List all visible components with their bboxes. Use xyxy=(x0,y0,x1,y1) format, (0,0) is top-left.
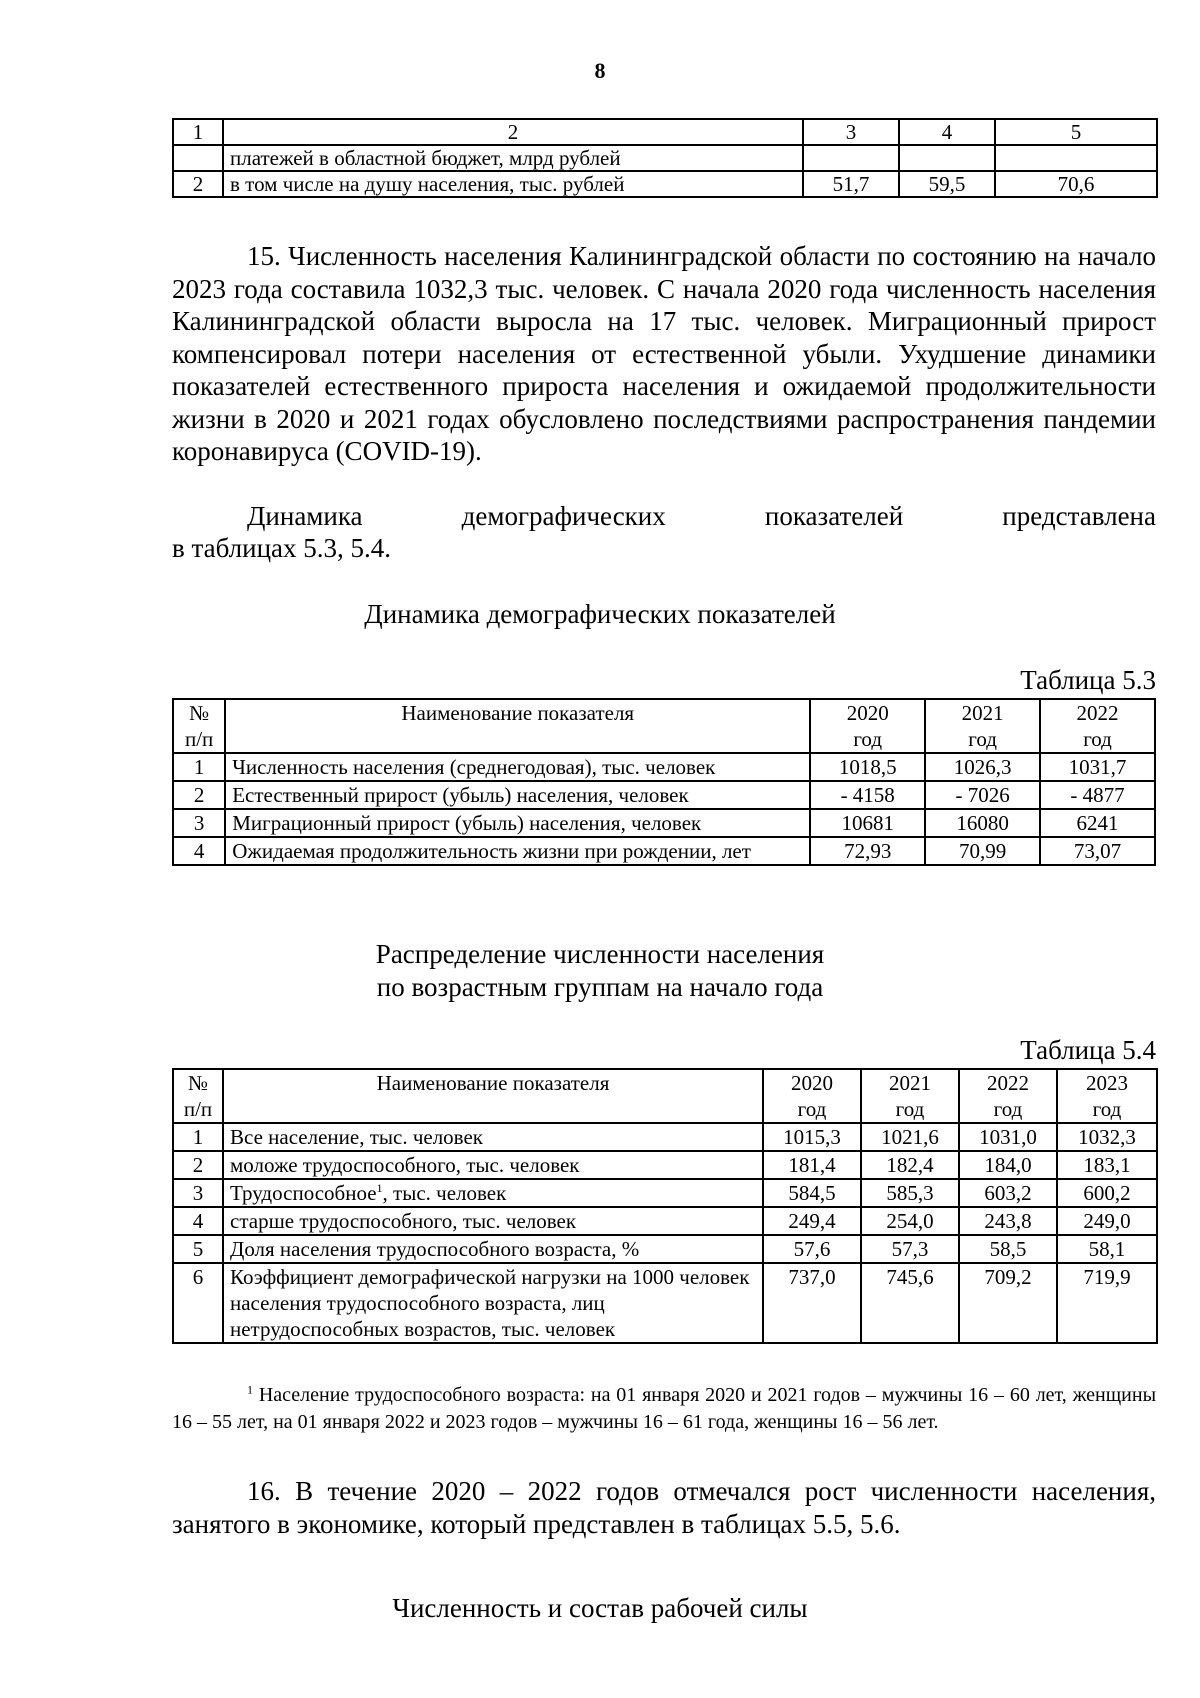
table-cell: 1026,3 xyxy=(925,753,1040,781)
table-cell: 1031,7 xyxy=(1040,753,1155,781)
header-num: № п/п xyxy=(173,1069,223,1123)
table-cell: 6 xyxy=(173,1263,223,1343)
table-cell: 1021,6 xyxy=(861,1123,959,1151)
table-cell: 3 xyxy=(173,809,225,837)
table-cell: 70,6 xyxy=(995,171,1157,197)
table-cell: 182,4 xyxy=(861,1151,959,1179)
table-row xyxy=(173,809,1155,837)
header-year: 2022 год xyxy=(1040,699,1155,753)
table-cell: в том числе на душу населения, тыс. рублей xyxy=(223,171,803,197)
table-header-row xyxy=(173,1069,1157,1123)
table-54-title-line2: по возрастным группам на начало года xyxy=(376,972,824,1002)
table-cell: 5 xyxy=(173,1235,223,1263)
table-cell: 5 xyxy=(995,119,1157,145)
table-cell: 745,6 xyxy=(861,1263,959,1343)
table-cell: 3 xyxy=(173,1179,223,1207)
table-row xyxy=(173,1179,1157,1207)
table-cell: - 4877 xyxy=(1040,781,1155,809)
table-cell: Естественный прирост (убыль) населения, человек xyxy=(225,781,810,809)
paragraph-16: 16. В течение 2020 – 2022 годов отмечался рост численности населения, занятого в экономике, который представлен в таблицах 5.5, 5.6. xyxy=(172,1476,1156,1539)
table-53-title: Динамика демографических показателей xyxy=(364,599,836,629)
header-name: Наименование показателя xyxy=(223,1069,763,1123)
table-cell: 249,0 xyxy=(1057,1207,1157,1235)
table-cell: 2 xyxy=(223,119,803,145)
table-cell: платежей в областной бюджет, млрд рублей xyxy=(223,145,803,171)
table-cell: 72,93 xyxy=(810,837,925,865)
table-cell: 585,3 xyxy=(861,1179,959,1207)
table-cell: 1 xyxy=(173,119,223,145)
table-cell xyxy=(173,145,223,171)
table-cell: 6241 xyxy=(1040,809,1155,837)
table-cell: 603,2 xyxy=(959,1179,1057,1207)
table-row xyxy=(173,171,1157,197)
table-cell: 600,2 xyxy=(1057,1179,1157,1207)
table-cell: 1 xyxy=(173,753,225,781)
paragraph-15b-line1: Динамика демографических показателей представлена xyxy=(247,501,1156,531)
footnote-ref: 1 xyxy=(376,1181,383,1195)
table-cell: Миграционный прирост (убыль) населения, человек xyxy=(225,809,810,837)
table-cell: 584,5 xyxy=(763,1179,861,1207)
header-year: 2021 год xyxy=(861,1069,959,1123)
table-cell: 183,1 xyxy=(1057,1151,1157,1179)
table-row xyxy=(173,1151,1157,1179)
table-cell: Ожидаемая продолжительность жизни при рождении, лет xyxy=(225,837,810,865)
table-5-3 xyxy=(172,698,1156,866)
table-cell: 254,0 xyxy=(861,1207,959,1235)
paragraph-15: 15. Численность населения Калининградской области по состоянию на начало 2023 года составила 1032,3 тыс. человек. С начала 2020 года численность населения Калининградской области выросла на 17 тыс. человек. Миграционный прирост компенсировал потери населения от естественной убыли. Ухудшение динамики показателей естественного прироста населения и ожидаемой продолжительности жизни в 2020 и 2021 годах обусловлено последствиями распространения пандемии коронавируса (COVID-19). xyxy=(172,241,1156,466)
table-cell: 58,1 xyxy=(1057,1235,1157,1263)
table-cell: 3 xyxy=(803,119,899,145)
table-cell: 59,5 xyxy=(899,171,995,197)
table-53-label: Таблица 5.3 xyxy=(1020,665,1156,695)
table-cell: 16080 xyxy=(925,809,1040,837)
header-name: Наименование показателя xyxy=(225,699,810,753)
table-5-4 xyxy=(172,1068,1158,1344)
table-cell xyxy=(995,145,1157,171)
table-header-row xyxy=(173,119,1157,145)
table-cell: 73,07 xyxy=(1040,837,1155,865)
table-row xyxy=(173,1207,1157,1235)
table-cell: 243,8 xyxy=(959,1207,1057,1235)
footnote-mark: 1 xyxy=(247,1382,253,1397)
table-cell: Трудоспособное$^1$, тыс. человек xyxy=(223,1179,763,1207)
footnote: $^1$ Население трудоспособного возраста: на 01 января 2020 и 2021 годов – мужчины 16 – 60 лет, женщины 16 – 55 лет, на 01 января 2022 и 2023 годов – мужчины 16 – 61 года, женщины 16 – 56 лет. xyxy=(172,1382,1157,1433)
table-cell: Коэффициент демографической нагрузки на 1000 человек населения трудоспособного возраста, лиц нетрудоспособных возрастов, тыс. человек xyxy=(223,1263,763,1343)
table-cell xyxy=(803,145,899,171)
table-cell: 2 xyxy=(173,781,225,809)
table-cell: Доля населения трудоспособного возраста, % xyxy=(223,1235,763,1263)
header-num: № п/п xyxy=(173,699,225,753)
table-header-row xyxy=(173,699,1155,753)
table-cell: 70,99 xyxy=(925,837,1040,865)
header-year: 2023 год xyxy=(1057,1069,1157,1123)
table-cell xyxy=(899,145,995,171)
table-cell: 1032,3 xyxy=(1057,1123,1157,1151)
table-cell: 4 xyxy=(173,1207,223,1235)
table-cell: Численность населения (среднегодовая), тыс. человек xyxy=(225,753,810,781)
table-cell: 1 xyxy=(173,1123,223,1151)
table-row xyxy=(173,1263,1157,1343)
table-cell: - 4158 xyxy=(810,781,925,809)
table-row xyxy=(173,781,1155,809)
table-cell: 51,7 xyxy=(803,171,899,197)
table-cell: 181,4 xyxy=(763,1151,861,1179)
table-cell: 737,0 xyxy=(763,1263,861,1343)
table-cell: 1031,0 xyxy=(959,1123,1057,1151)
table-cell: 2 xyxy=(173,1151,223,1179)
header-year: 2020 год xyxy=(763,1069,861,1123)
paragraph-15b-line2: в таблицах 5.3, 5.4. xyxy=(172,533,392,563)
table-cell: 1018,5 xyxy=(810,753,925,781)
table-cell: 184,0 xyxy=(959,1151,1057,1179)
continuation-table xyxy=(172,118,1158,198)
table-cell: 2 xyxy=(173,171,223,197)
table-cell: 57,3 xyxy=(861,1235,959,1263)
header-year: 2020 год xyxy=(810,699,925,753)
table-cell: - 7026 xyxy=(925,781,1040,809)
table-cell: моложе трудоспособного, тыс. человек xyxy=(223,1151,763,1179)
table-cell: Все население, тыс. человек xyxy=(223,1123,763,1151)
table-54-label: Таблица 5.4 xyxy=(1020,1035,1156,1065)
table-row xyxy=(173,1235,1157,1263)
table-row xyxy=(173,837,1155,865)
table-cell: 4 xyxy=(899,119,995,145)
table-cell: старше трудоспособного, тыс. человек xyxy=(223,1207,763,1235)
table-cell: 709,2 xyxy=(959,1263,1057,1343)
page-number: 8 xyxy=(594,58,606,83)
table-row xyxy=(173,145,1157,171)
header-year: 2022 год xyxy=(959,1069,1057,1123)
header-year: 2021 год xyxy=(925,699,1040,753)
table-cell: 10681 xyxy=(810,809,925,837)
table-cell: 57,6 xyxy=(763,1235,861,1263)
table-cell: 719,9 xyxy=(1057,1263,1157,1343)
table-row xyxy=(173,1123,1157,1151)
table-54-title-line1: Распределение численности населения xyxy=(375,939,825,969)
table-row xyxy=(173,753,1155,781)
table-cell: 1015,3 xyxy=(763,1123,861,1151)
table-cell: 249,4 xyxy=(763,1207,861,1235)
section-title: Численность и состав рабочей силы xyxy=(392,1593,808,1623)
table-cell: 58,5 xyxy=(959,1235,1057,1263)
table-cell: 4 xyxy=(173,837,225,865)
